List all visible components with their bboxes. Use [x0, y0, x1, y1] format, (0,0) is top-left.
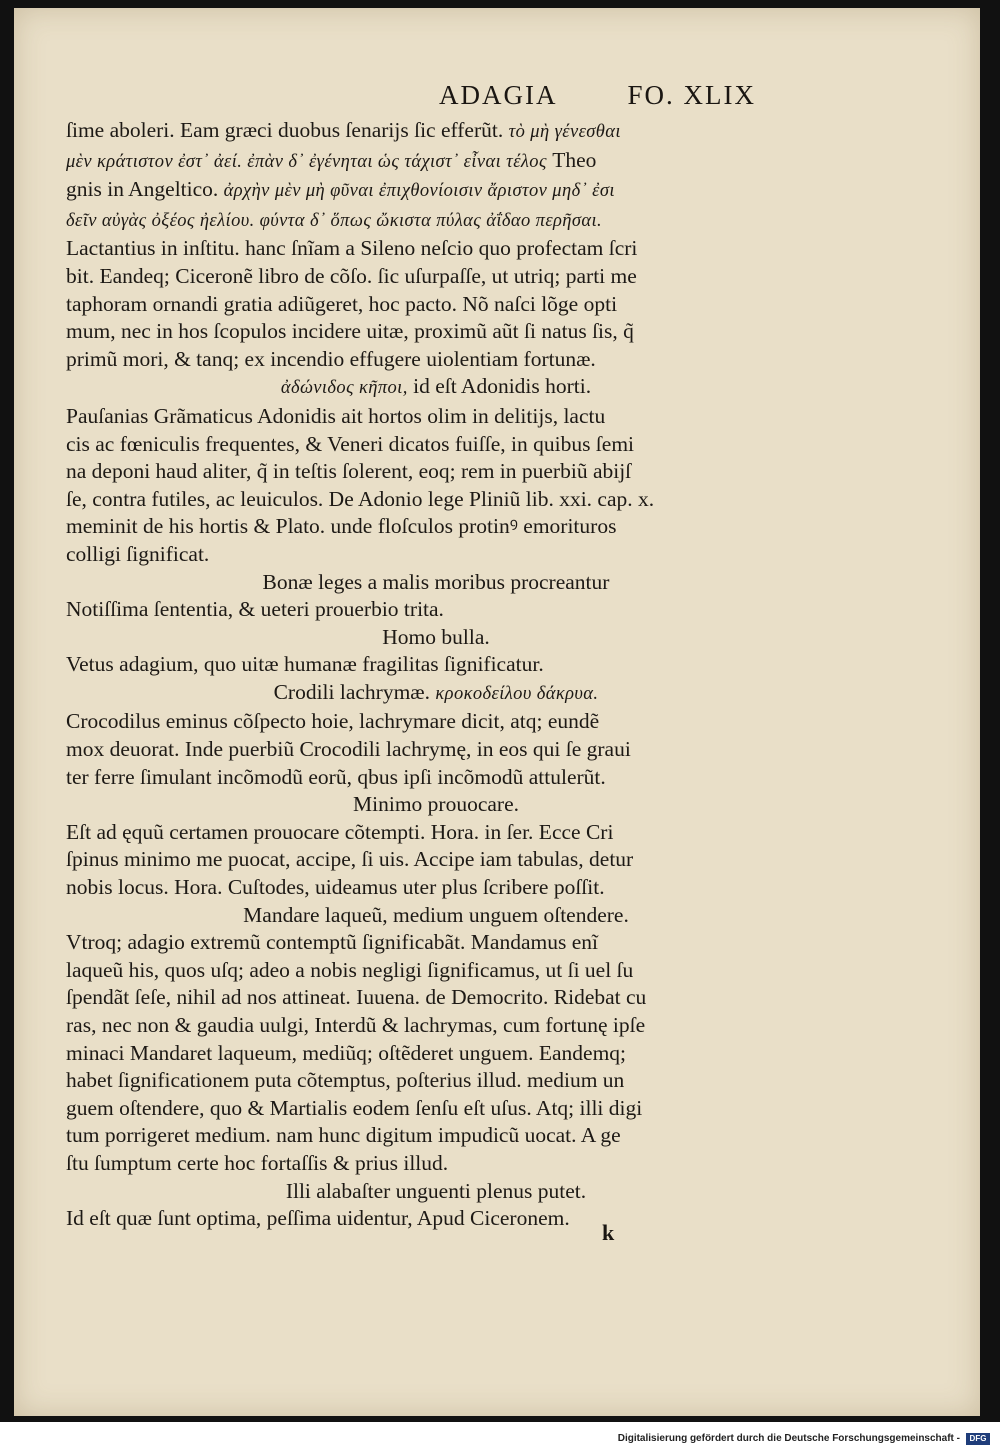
text-line — [66, 431, 766, 459]
adage-heading — [66, 791, 766, 819]
funding-credit: Digitalisierung gefördert durch die Deutsche Forschungsgemeinschaft - — [617, 1433, 960, 1444]
greek-text: τὸ μὴ γένεσθαι — [508, 122, 621, 142]
latin-text: Notiſſima ſententia, & ueteri prouerbio trita. — [66, 597, 444, 622]
latin-text: ſpendãt ſeſe, nihil ad nos attineat. Iuuena. de Democrito. Ridebat cu — [66, 985, 647, 1010]
latin-text: taphoram ornandi gratia adiũgeret, hoc pacto. Nõ naſci lõge opti — [66, 291, 618, 316]
adage-heading — [66, 679, 766, 709]
greek-text: δεῖν αὐγὰς ὀξέος ἠελίου. φύντα δ᾽ ὅπως ὤκιστα πύλας ἀΐδαο περῆσαι. — [66, 210, 603, 231]
latin-text: primũ mori, & tanq; ex incendio effugere uiolentiam fortunæ. — [66, 346, 596, 371]
adage-heading — [66, 373, 766, 403]
text-line — [66, 708, 766, 736]
text-line — [66, 206, 766, 236]
book-page — [14, 8, 980, 1416]
adage-heading — [66, 569, 766, 597]
folio-number: FO. XLIX — [627, 80, 756, 110]
latin-text: habet ſignificationem puta cõtemptus, poſterius illud. medium un — [66, 1068, 625, 1093]
text-line — [66, 1122, 766, 1150]
latin-text: Minimo prouocare. — [353, 792, 519, 817]
latin-text: Homo bulla. — [382, 624, 490, 649]
latin-text: Id eſt quæ ſunt optima, peſſima uidentur, Apud Ciceronem. — [66, 1206, 570, 1231]
text-lines — [66, 117, 766, 1233]
text-line — [66, 1095, 766, 1123]
latin-text: Crocodilus eminus cõſpecto hoie, lachrymare dicit, atq; eundẽ — [66, 709, 600, 734]
text-line — [66, 929, 766, 957]
text-line — [66, 235, 766, 263]
text-line — [66, 1012, 766, 1040]
text-line — [66, 764, 766, 792]
latin-text: Eſt ad ęquũ certamen prouocare cõtempti. Hora. in ſer. Ecce Cri — [66, 819, 614, 844]
text-line — [66, 1040, 766, 1068]
latin-text: nobis locus. Hora. Cuſtodes, uideamus uter plus ſcribere poſſit. — [66, 875, 605, 900]
latin-text: Illi alabaſter unguenti plenus putet. — [285, 1178, 587, 1203]
text-line — [66, 1205, 766, 1233]
latin-text: tum porrigeret medium. nam hunc digitum impudicũ uocat. A ge — [66, 1123, 621, 1148]
latin-text: cis ac fœniculis frequentes, & Veneri dicatos fuiſſe, in quibus ſemi — [66, 431, 635, 456]
text-line — [66, 176, 766, 206]
text-line — [66, 486, 766, 514]
text-line — [66, 1150, 766, 1178]
latin-text: Bonæ leges a malis moribus procreantur — [262, 569, 610, 594]
text-line — [66, 846, 766, 874]
text-line — [66, 346, 766, 374]
latin-text: id eſt Adonidis horti. — [407, 374, 592, 399]
greek-text: κροκοδείλου δάκρυα. — [435, 683, 599, 704]
latin-text: ſtu ſumptum certe hoc fortaſſis & prius illud. — [66, 1150, 449, 1175]
adage-heading — [66, 902, 766, 930]
text-line — [66, 513, 766, 541]
text-line — [66, 984, 766, 1012]
latin-text: Crodili lachrymæ. — [273, 679, 431, 704]
dfg-logo: DFG — [966, 1433, 990, 1445]
latin-text: laqueũ his, quos uſq; adeo a nobis negligi ſignificamus, ut ſi uel ſu — [66, 957, 634, 982]
adage-heading — [66, 1178, 766, 1206]
latin-text: colligi ſignificat. — [66, 541, 210, 566]
text-line — [66, 318, 766, 346]
latin-text: na deponi haud aliter, q̃ in teſtis ſolerent, eoq; rem in puerbiũ abijſ — [66, 459, 632, 484]
text-line — [66, 541, 766, 569]
greek-text: ἀδώνιδος κῆποι, — [280, 378, 408, 399]
greek-text: μὲν κράτιστον ἐστ᾽ ἀεί. ἐπὰν δ᾽ ἐγένηται ὡς τάχιστ᾽ εἶναι τέλος — [66, 151, 547, 172]
text-line — [66, 263, 766, 291]
page-text-block — [66, 80, 766, 1233]
signature-mark: k — [602, 1220, 615, 1245]
latin-text: bit. Eandeq; Ciceronẽ libro de cõſo. ſic uſurpaſſe, ut utriq; parti me — [66, 263, 637, 288]
running-head-title: ADAGIA — [439, 80, 558, 110]
latin-text: Theo — [552, 147, 597, 172]
adage-heading — [66, 624, 766, 652]
latin-text: ſe, contra futiles, ac leuiculos. De Adonio lege Pliniũ lib. xxi. cap. x. — [66, 486, 655, 511]
latin-text: meminit de his hortis & Plato. unde floſculos protinꝰ emorituros — [66, 514, 617, 539]
text-line — [66, 596, 766, 624]
latin-text: Vtroq; adagio extremũ contemptũ ſignificabãt. Mandamus enĩ — [66, 930, 598, 955]
latin-text: ſime aboleri. Eam græci duobus ſenarijs ſic efferũt. — [66, 118, 504, 142]
latin-text: guem oſtendere, quo & Martialis eodem ſenſu eſt uſus. Atq; illi digi — [66, 1095, 643, 1120]
latin-text: mum, nec in hos ſcopulos incidere uitæ, proximũ aũt ſi natus ſis, q̃ — [66, 319, 634, 344]
text-line — [66, 117, 766, 147]
text-line — [66, 957, 766, 985]
text-line — [66, 819, 766, 847]
running-head — [66, 80, 766, 111]
latin-text: ras, nec non & gaudia uulgi, Interdũ & lachrymas, cum fortunę ipſe — [66, 1013, 646, 1037]
latin-text: minaci Mandaret laqueum, mediũq; oſtẽderet unguem. Eandemq; — [66, 1040, 627, 1065]
text-line — [66, 291, 766, 319]
latin-text: ter ferre ſimulant incõmodũ eorũ, qbus ipſi incõmodũ attulerũt. — [66, 764, 606, 789]
text-line — [66, 458, 766, 486]
text-line — [66, 874, 766, 902]
latin-text: Mandare laqueũ, medium unguem oſtendere. — [243, 902, 629, 927]
greek-text: ἀρχὴν μὲν μὴ φῦναι ἐπιχθονίοισιν ἄριστον μηδ᾽ ἐσι — [223, 181, 615, 202]
text-line — [66, 403, 766, 431]
latin-text: Pauſanias Grãmaticus Adonidis ait hortos olim in delitijs, lactu — [66, 403, 606, 428]
latin-text: gnis in Angeltico. — [66, 177, 219, 202]
latin-text: ſpinus minimo me puocat, accipe, ſi uis. Accipe iam tabulas, detur — [66, 847, 634, 872]
latin-text: mox deuorat. Inde puerbiũ Crocodili lachrymę, in eos qui ſe graui — [66, 737, 631, 762]
latin-text: Lactantius in inſtitu. hanc ſnĩam a Sileno neſcio quo profectam ſcri — [66, 236, 638, 261]
text-line — [66, 147, 766, 177]
text-line — [66, 651, 766, 679]
text-line — [66, 736, 766, 764]
text-line — [66, 1067, 766, 1095]
footer-bar — [0, 1422, 1000, 1452]
latin-text: Vetus adagium, quo uitæ humanæ fragilitas ſignificatur. — [66, 652, 544, 677]
